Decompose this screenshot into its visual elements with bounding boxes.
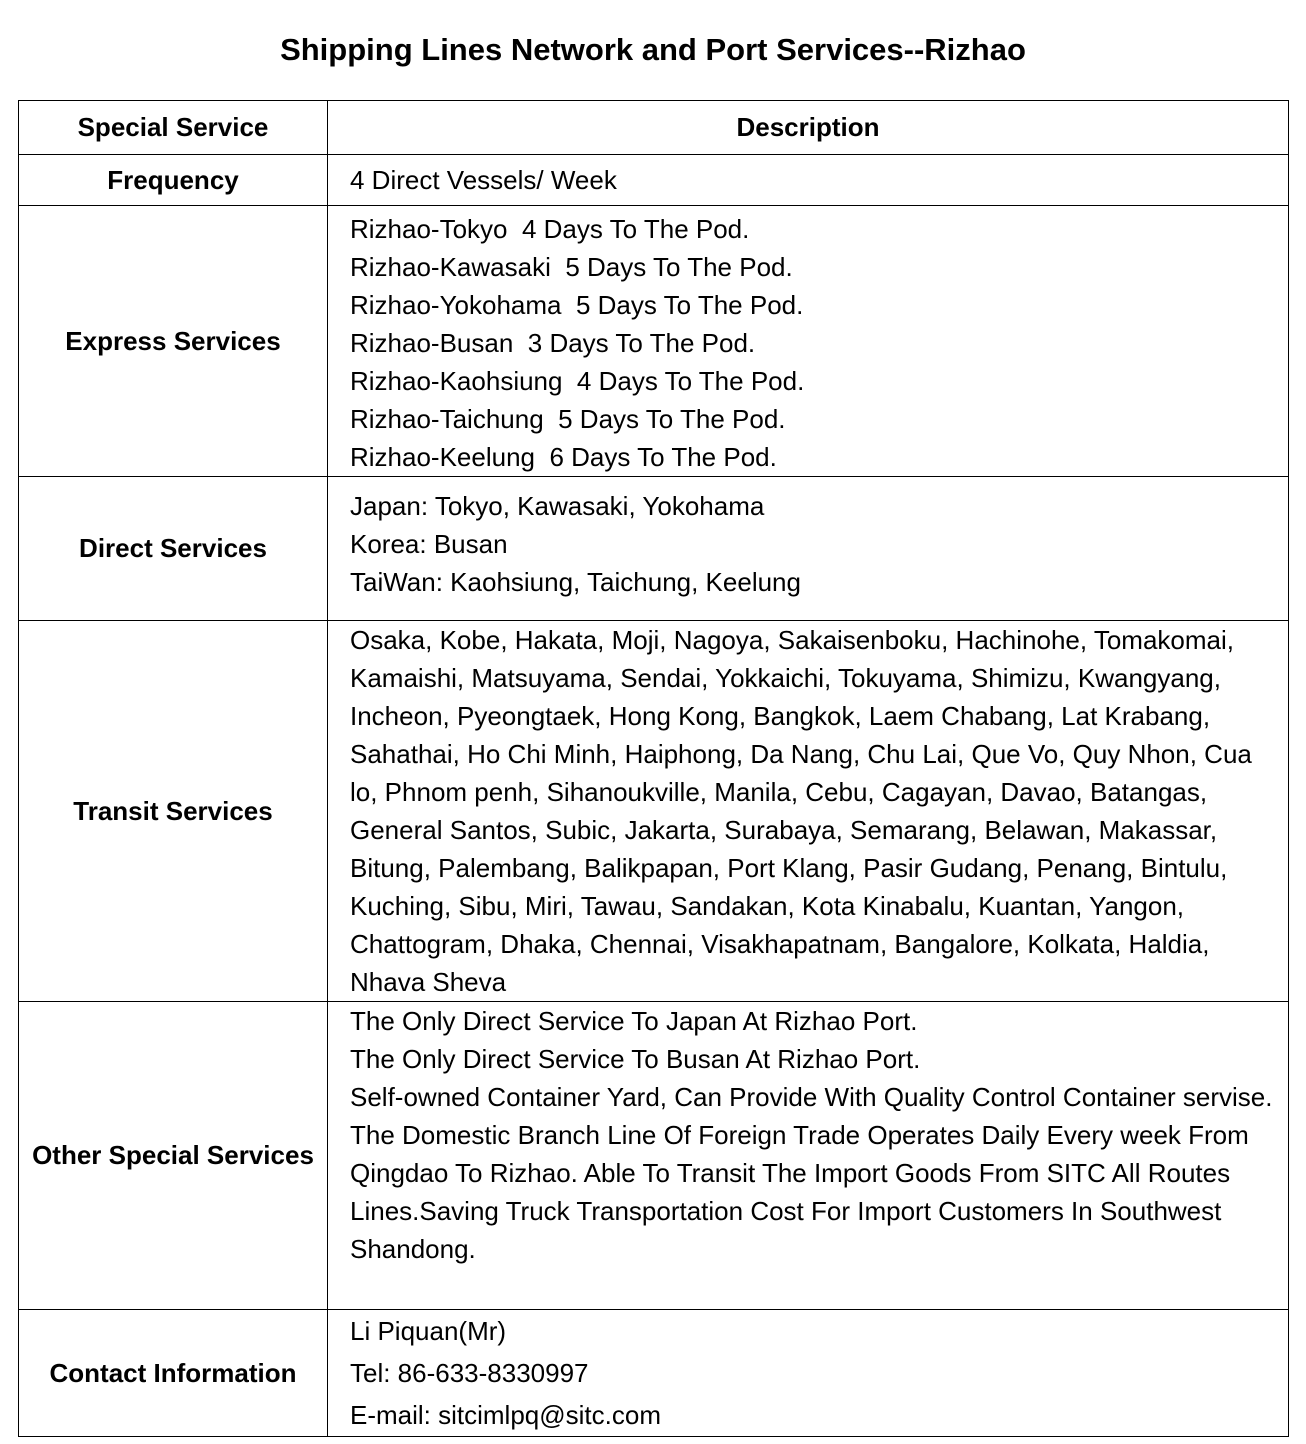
table-row-other [19,1002,1289,1310]
desc-line: Rizhao-Kaohsiung 4 Days To The Pod. [350,366,805,396]
table-row-contact [19,1310,1289,1437]
desc-line: Rizhao-Yokohama 5 Days To The Pod. [350,290,804,320]
row-label-other: Other Special Services [19,1002,328,1310]
row-desc-express [328,206,1289,477]
row-desc-other [328,1002,1289,1310]
table-header-row [19,101,1289,155]
desc-line: Rizhao-Busan 3 Days To The Pod. [350,328,756,358]
desc-line: Rizhao-Tokyo 4 Days To The Pod. [350,214,750,244]
desc-line: 4 Direct Vessels/ Week [350,165,617,195]
header-description: Description [328,101,1289,155]
desc-line: Japan: Tokyo, Kawasaki, Yokohama [350,491,765,521]
row-desc-transit [328,621,1289,1002]
desc-paragraph: Self-owned Container Yard, Can Provide With Quality Control Container servise. [350,1082,1273,1112]
row-label-direct: Direct Services [19,477,328,621]
row-desc-frequency [328,155,1289,206]
contact-email: E-mail: sitcimlpq@sitc.com [350,1400,661,1430]
row-label-transit: Transit Services [19,621,328,1002]
services-table [18,100,1289,1437]
desc-line: Rizhao-Kawasaki 5 Days To The Pod. [350,252,793,282]
desc-line: Korea: Busan [350,529,508,559]
desc-paragraph: Osaka, Kobe, Hakata, Moji, Nagoya, Sakaisenboku, Hachinohe, Tomakomai, Kamaishi, Matsuyama, Sendai, Yokkaichi, Tokuyama, Shimizu, Kwangyang, Incheon, Pyeongtaek, Hong Kong, Bangkok, Laem Chabang, Lat Krabang, Sahathai, Ho Chi Minh, Haiphong, Da Nang, Chu Lai, Que Vo, Quy Nhon, Cua lo, Phnom penh, Sihanoukville, Manila, Cebu, Cagayan, Davao, Batangas, General Santos, Subic, Jakarta, Surabaya, Semarang, Belawan, Makassar, Bitung, Palembang, Balikpapan, Port Klang, Pasir Gudang, Penang, Bintulu, Kuching, Sibu, Miri, Tawau, Sandakan, Kota Kinabalu, Kuantan, Yangon, Chattogram, Dhaka, Chennai, Visakhapatnam, Bangalore, Kolkata, Haldia, Nhava Sheva [350,625,1252,997]
desc-paragraph: The Only Direct Service To Busan At Rizhao Port. [350,1044,921,1074]
contact-phone: Tel: 86-633-8330997 [350,1358,589,1388]
row-label-express: Express Services [19,206,328,477]
desc-line: Rizhao-Keelung 6 Days To The Pod. [350,442,777,472]
table-row-direct [19,477,1289,621]
table-row-transit [19,621,1289,1002]
row-desc-direct [328,477,1289,621]
contact-name: Li Piquan(Mr) [350,1316,507,1346]
desc-line: TaiWan: Kaohsiung, Taichung, Keelung [350,567,801,597]
table-row-express [19,206,1289,477]
desc-line: Rizhao-Taichung 5 Days To The Pod. [350,404,786,434]
desc-paragraph: The Only Direct Service To Japan At Rizhao Port. [350,1006,918,1036]
row-label-contact: Contact Information [19,1310,328,1437]
row-desc-contact [328,1310,1289,1437]
desc-paragraph: The Domestic Branch Line Of Foreign Trade Operates Daily Every week From Qingdao To Rizhao. Able To Transit The Import Goods From SITC All Routes Lines.Saving Truck Transportation Cost For Import Customers In Southwest Shandong. [350,1120,1249,1264]
page-title: Shipping Lines Network and Port Services--Rizhao [280,32,1026,67]
table-row-frequency [19,155,1289,206]
header-special-service: Special Service [19,101,328,155]
row-label-frequency: Frequency [19,155,328,206]
